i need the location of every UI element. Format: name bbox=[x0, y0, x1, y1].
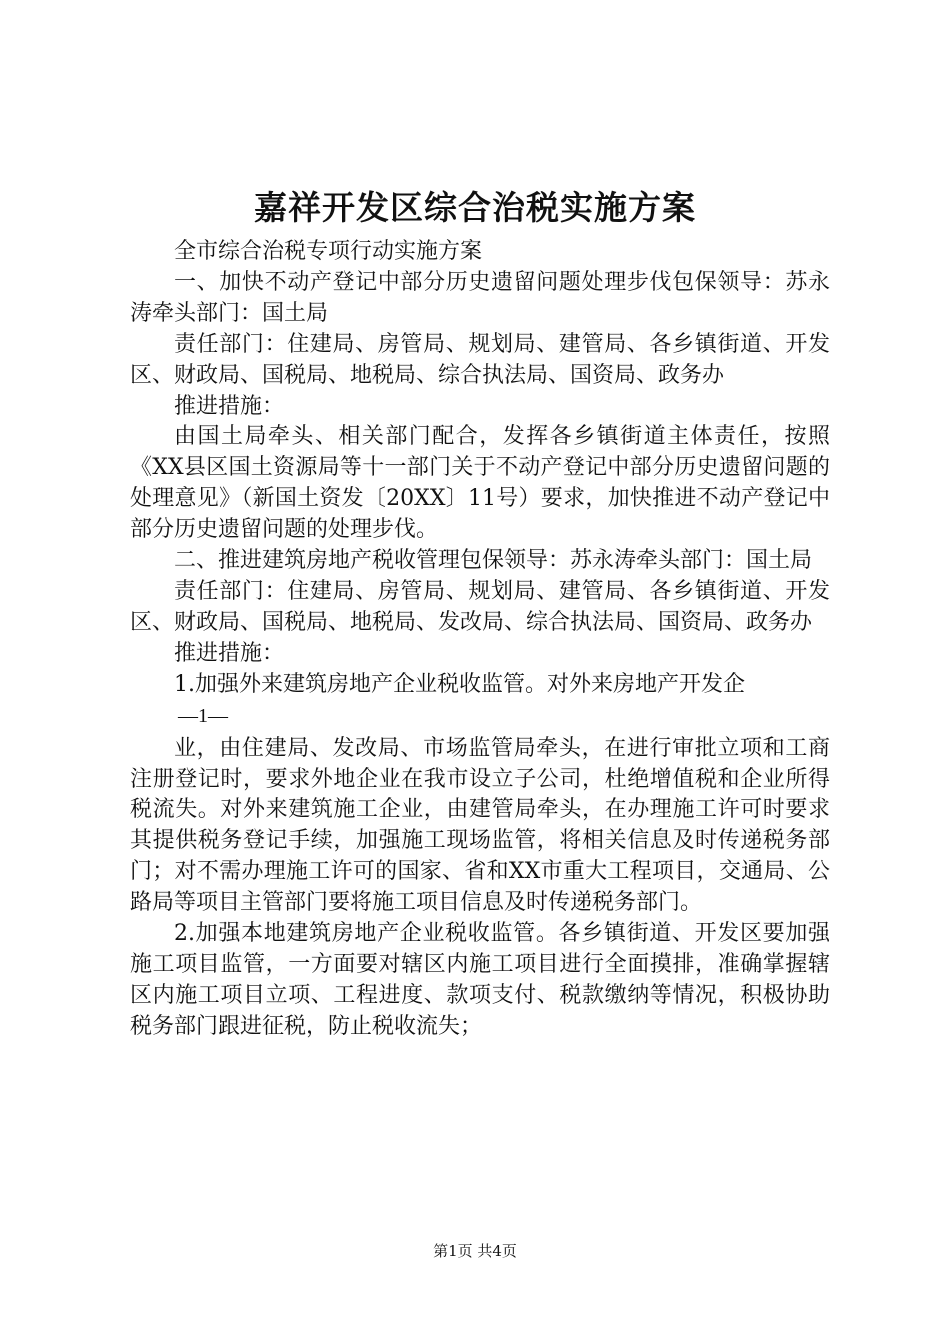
paragraph: 业，由住建局、发改局、市场监管局牵头，在进行审批立项和工商注册登记时，要求外地企业在我市设立子公司，杜绝增值税和企业所得税流失。对外来建筑施工企业，由建管局牵头，在办理施工许可时要求其提供税务登记手续，加强施工现场监管，将相关信息及时传递税务部门；对不需办理施工许可的国家、省和XX市重大工程项目，交通局、公路局等项目主管部门要将施工项目信息及时传递税务部门。 bbox=[130, 735, 830, 916]
paragraph: 由国土局牵头、相关部门配合，发挥各乡镇街道主体责任，按照《XX县区国土资源局等十一部门关于不动产登记中部分历史遗留问题的处理意见》（新国土资发〔20XX〕11号）要求，加快推进不动产登记中部分历史遗留问题的处理步伐。 bbox=[130, 424, 830, 543]
paragraph: 责任部门：住建局、房管局、规划局、建管局、各乡镇街道、开发区、财政局、国税局、地税局、综合执法局、国资局、政务办 bbox=[130, 331, 830, 388]
paragraph: 1.加强外来建筑房地产企业税收监管。对外来房地产开发企 bbox=[174, 671, 745, 697]
paragraph: 推进措施： bbox=[174, 393, 285, 419]
paragraph: 一、加快不动产登记中部分历史遗留问题处理步伐包保领导：苏永涛牵头部门：国土局 bbox=[130, 269, 830, 326]
paragraph: 全市综合治税专项行动实施方案 bbox=[174, 239, 483, 264]
paragraph: 二、推进建筑房地产税收管理包保领导：苏永涛牵头部门：国土局 bbox=[174, 548, 813, 574]
page-number-divider: —1— bbox=[178, 704, 228, 727]
paragraph: 责任部门：住建局、房管局、规划局、建管局、各乡镇街道、开发区、财政局、国税局、地税局、发改局、综合执法局、国资局、政务办 bbox=[130, 578, 830, 635]
paragraph: 推进措施： bbox=[174, 640, 285, 666]
paragraph: 2.加强本地建筑房地产企业税收监管。各乡镇街道、开发区要加强施工项目监管，一方面要对辖区内施工项目进行全面摸排，准确掌握辖区内施工项目立项、工程进度、款项支付、税款缴纳等情况，积极协助税务部门跟进征税，防止税收流失； bbox=[130, 921, 830, 1039]
document-title: 嘉祥开发区综合治税实施方案 bbox=[254, 188, 696, 227]
document-body bbox=[130, 237, 830, 1043]
page-footer: 第1页 共4页 bbox=[433, 1242, 517, 1260]
